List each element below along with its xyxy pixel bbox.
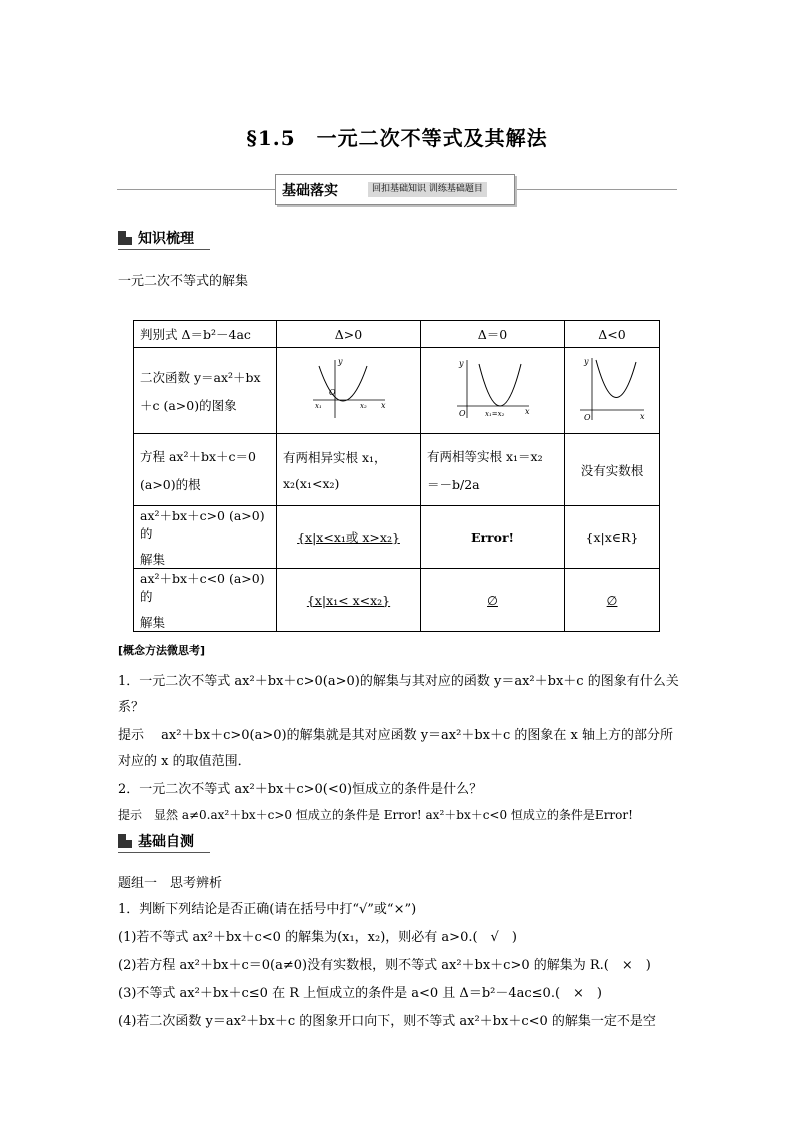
page-title: §1.5 一元二次不等式及其解法 [246, 126, 548, 150]
problem-1-item-2: (2)若方程 ax²＋bx＋c＝0(a≠0)没有实数根，则不等式 ax²＋bx＋c>0 的解集为 R.( × ) [118, 958, 651, 973]
table-cell-positive-set-double: Error! [421, 506, 565, 569]
parabola-two-roots-graph [309, 356, 389, 422]
cell-line: ＋c (a>0)的图象 [140, 397, 237, 413]
table-cell-negative-set-none: ∅ [565, 569, 660, 632]
table-cell-graph-no-root [565, 348, 660, 434]
answer-1-line-2: 对应的 x 的取值范围． [118, 754, 251, 769]
banner-main-label: 基础落实 [282, 183, 338, 199]
problem-1-item-1: (1)若不等式 ax²＋bx＋c<0 的解集为(x₁，x₂)，则必有 a>0.( √ ) [118, 930, 517, 945]
cell-line: 有两相异实根 x₁， [283, 450, 387, 465]
answer-2: 提示 显然 a≠0.ax²＋bx＋c>0 恒成立的条件是 Error! ax²＋bx＋c<0 恒成立的条件是Error! [118, 808, 633, 822]
parabola-double-root-graph [453, 356, 533, 422]
table-cell-positive-set-none: {x|x∈R} [565, 506, 660, 569]
concept-heading: [概念方法微思考] [118, 644, 206, 657]
cell-line: ax²＋bx＋c>0 (a>0)的 [140, 508, 265, 541]
section-label: 基础自测 [138, 834, 194, 850]
section-label: 知识梳理 [138, 231, 194, 247]
table-cell-roots-label [134, 434, 277, 506]
root-x1-label: x₁ [314, 402, 322, 410]
section-banner [275, 174, 515, 205]
problem-1-item-4: (4)若二次函数 y＝ax²＋bx＋c 的图象开口向下，则不等式 ax²＋bx＋c<0 的解集一定不是空 [118, 1014, 656, 1029]
table-header-discriminant: 判别式 Δ＝b²－4ac [134, 321, 277, 348]
problem-1: 1．判断下列结论是否正确(请在括号中打“√”或“×”) [118, 902, 417, 917]
table-header-positive: Δ>0 [277, 321, 421, 348]
table-cell-negative-set-double: ∅ [421, 569, 565, 632]
problem-1-item-3: (3)不等式 ax²＋bx＋c≤0 在 R 上恒成立的条件是 a<0 且 Δ＝b²－4ac≤0.( × ) [118, 986, 602, 1001]
cell-line: 方程 ax²＋bx＋c＝0 [140, 448, 256, 464]
section-heading-knowledge [118, 228, 210, 250]
origin-label: O [584, 413, 591, 422]
cell-line: ax²＋bx＋c<0 (a>0)的 [140, 571, 265, 604]
table-cell-graph-double-root [421, 348, 565, 434]
y-axis-label: y [458, 359, 464, 368]
origin-label: O [458, 409, 466, 418]
square-bullet-icon [118, 231, 132, 245]
question-2: 2．一元二次不等式 ax²＋bx＋c>0(<0)恒成立的条件是什么？ [118, 782, 483, 797]
section-underline [118, 249, 210, 250]
question-1-line-2: 系？ [118, 700, 145, 715]
cell-line: 解集 [140, 615, 166, 630]
cell-line: (a>0)的根 [140, 476, 201, 492]
table-cell-negative-set-two: {x|x₁< x<x₂} [277, 569, 421, 632]
table-cell-positive-set-label [134, 506, 277, 569]
section-underline [118, 852, 210, 853]
group-1-heading: 题组一 思考辨析 [118, 876, 223, 891]
x-axis-label: x [640, 412, 645, 421]
cell-line: 二次函数 y＝ax²＋bx [140, 369, 261, 385]
y-axis-label: y [584, 357, 589, 366]
table-cell-negative-set-label [134, 569, 277, 632]
table-cell-no-root: 没有实数根 [565, 434, 660, 506]
banner-rule-right [515, 189, 677, 190]
table-cell-positive-set-two: {x|x<x₁或 x>x₂} [277, 506, 421, 569]
section-heading-selftest [118, 831, 210, 853]
cell-line: 有两相等实根 x₁＝x₂ [427, 448, 543, 464]
double-root-label: x₁=x₂ [484, 410, 504, 418]
table-cell-graph-label [134, 348, 277, 434]
root-x2-label: x₂ [359, 402, 367, 410]
table-header-zero: Δ＝0 [421, 321, 565, 348]
origin-label: O [328, 388, 336, 397]
y-axis-label: y [337, 357, 343, 366]
answer-1-line-1: 提示 ax²＋bx＋c>0(a>0)的解集就是其对应函数 y＝ax²＋bx＋c 的图象在 x 轴上方的部分所 [118, 728, 674, 743]
cell-line: ＝－b/2a [427, 476, 480, 492]
solution-set-table [133, 320, 660, 632]
parabola-no-root-graph [576, 354, 648, 424]
table-cell-two-roots [277, 434, 421, 506]
cell-line: 解集 [140, 552, 166, 567]
banner-sub-label: 回扣基础知识 训练基础题目 [368, 182, 487, 197]
x-axis-label: x [524, 407, 530, 416]
square-bullet-icon [118, 834, 132, 848]
x-axis-label: x [380, 401, 386, 410]
cell-line: x₂(x₁<x₂) [283, 476, 340, 491]
banner-rule-left [117, 189, 275, 190]
table-cell-graph-two-roots [277, 348, 421, 434]
table-header-negative: Δ<0 [565, 321, 660, 348]
subtitle: 一元二次不等式的解集 [118, 274, 249, 289]
question-1-line-1: 1．一元二次不等式 ax²＋bx＋c>0(a>0)的解集与其对应的函数 y＝ax²＋bx＋c 的图象有什么关 [118, 674, 679, 689]
table-cell-double-root [421, 434, 565, 506]
